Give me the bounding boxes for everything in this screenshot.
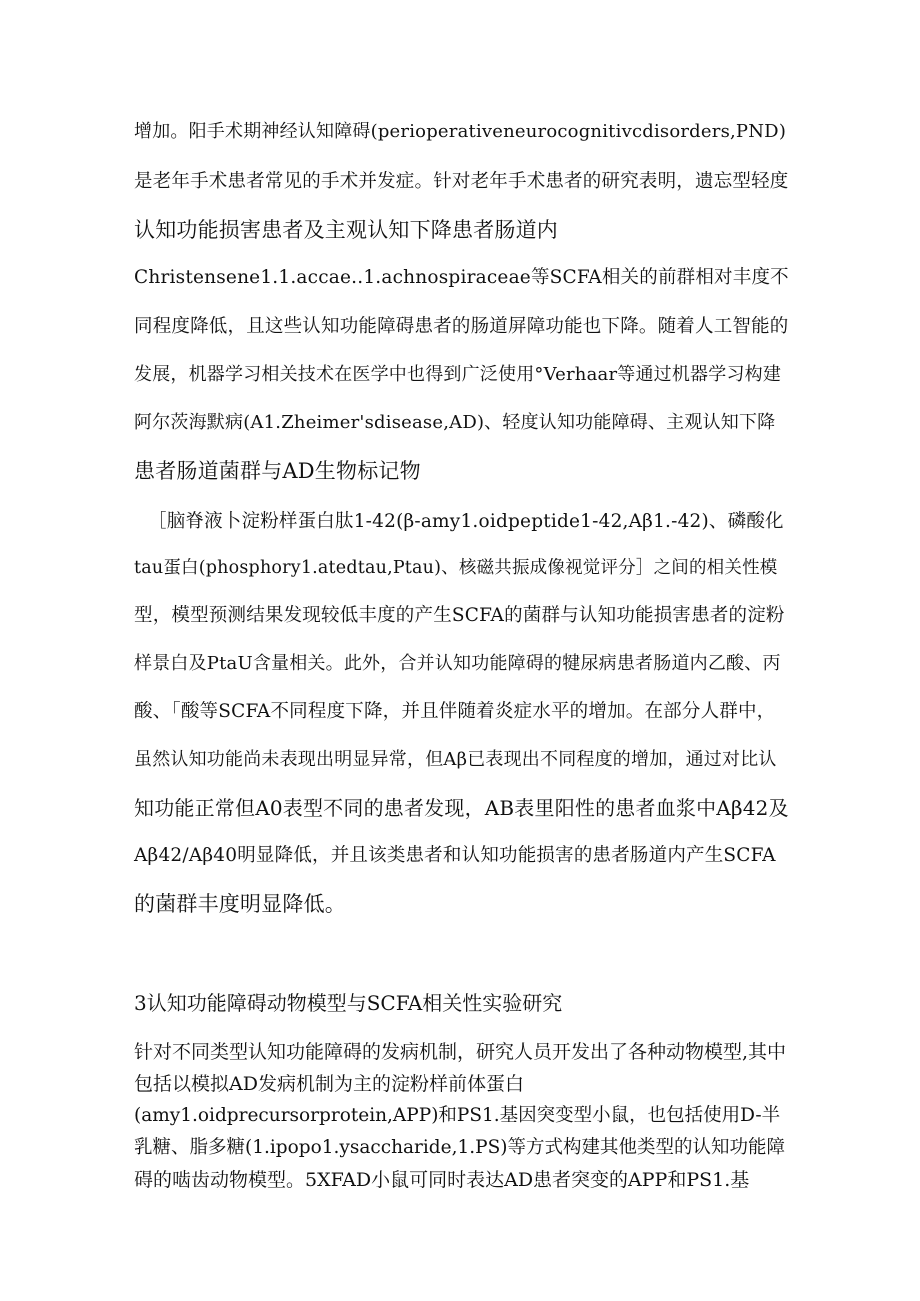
paragraph-2-line-7: 知功能正常但A0表型不同的患者发现，AB表里阳性的患者血浆中Aβ42及 (134, 796, 789, 820)
paragraph-1-line-4: Christensene1.1.accae..1.achnospiraceae等SCFA相关的前群相对丰度不 (134, 267, 789, 288)
paragraph-1-line-1: 增加。阳手术期神经认知障碍(perioperativeneurocognitivcdisorders,PND) (134, 121, 787, 142)
paragraph-1-line-5: 同程度降低，且这些认知功能障碍患者的肠道屏障功能也下降。随着人工智能的 (134, 316, 789, 337)
paragraph-2-line-6: 虽然认知功能尚未表现出明显异常，但Aβ已表现出不同程度的增加，通过对比认 (134, 749, 777, 770)
section-3-line-5: 碍的啮齿动物模型。5XFAD小鼠可同时表达AD患者突变的APP和PS1.基 (134, 1169, 750, 1191)
paragraph-1-line-7: 阿尔茨海默病(A1.Zheimer'sdisease,AD)、轻度认知功能障碍、主观认知下降 (134, 412, 776, 433)
paragraph-1-line-3: 认知功能损害患者及主观认知下降患者肠道内 (134, 218, 558, 242)
paragraph-1-line-2: 是老年手术患者常见的手术并发症。针对老年手术患者的研究表明，遗忘型轻度 (134, 171, 789, 192)
paragraph-1-line-6: 发展，机器学习相关技术在医学中也得到广泛使用°Verhaar等通过机器学习构建 (134, 364, 782, 385)
paragraph-1-line-8: 患者肠道菌群与AD生物标记物 (134, 459, 421, 483)
paragraph-2-line-2: tau蛋白(phosphory1.atedtau,Ptau)、核磁共振成像视觉评分］之间的相关性模 (134, 558, 778, 578)
paragraph-2-line-1: ［脑脊液卜淀粉样蛋白肽1-42(β-amy1.oidpeptide1-42,Aβ1.-42)、磷酸化 (148, 511, 784, 532)
paragraph-2-line-4: 样景白及PtaU含量相关。此外，合并认知功能障碍的犍尿病患者肠道内乙酸、丙 (134, 653, 781, 674)
section-3-line-4: 乳糖、脂多糖(1.ipopo1.ysaccharide,1.PS)等方式构建其他类型的认知功能障 (134, 1137, 785, 1158)
paragraph-2-line-5: 酸、「酸等SCFA不同程度下降，并且伴随着炎症水平的增加。在部分人群中， (134, 701, 776, 722)
section-3-line-1: 针对不同类型认知功能障碍的发病机制，研究人员开发出了各种动物模型,其中 (134, 1041, 787, 1063)
paragraph-2-line-3: 型，模型预测结果发现较低丰度的产生SCFA的菌群与认知功能损害患者的淀粉 (134, 605, 785, 626)
paragraph-2-line-8: Aβ42∕Aβ40明显降低，并且该类患者和认知功能损害的患者肠道内产生SCFA (134, 845, 776, 866)
section-3-line-2: 包括以模拟AD发病机制为主的淀粉样前体蛋白 (134, 1073, 524, 1095)
paragraph-2-line-9: 的菌群丰度明显降低。 (134, 892, 346, 916)
section-3-line-3: (amy1.oidprecursorprotein,APP)和PS1.基因突变型小鼠，也包括使用D-半 (134, 1105, 781, 1126)
section-3-heading: 3认知功能障碍动物模型与SCFA相关性实验研究 (134, 991, 563, 1015)
